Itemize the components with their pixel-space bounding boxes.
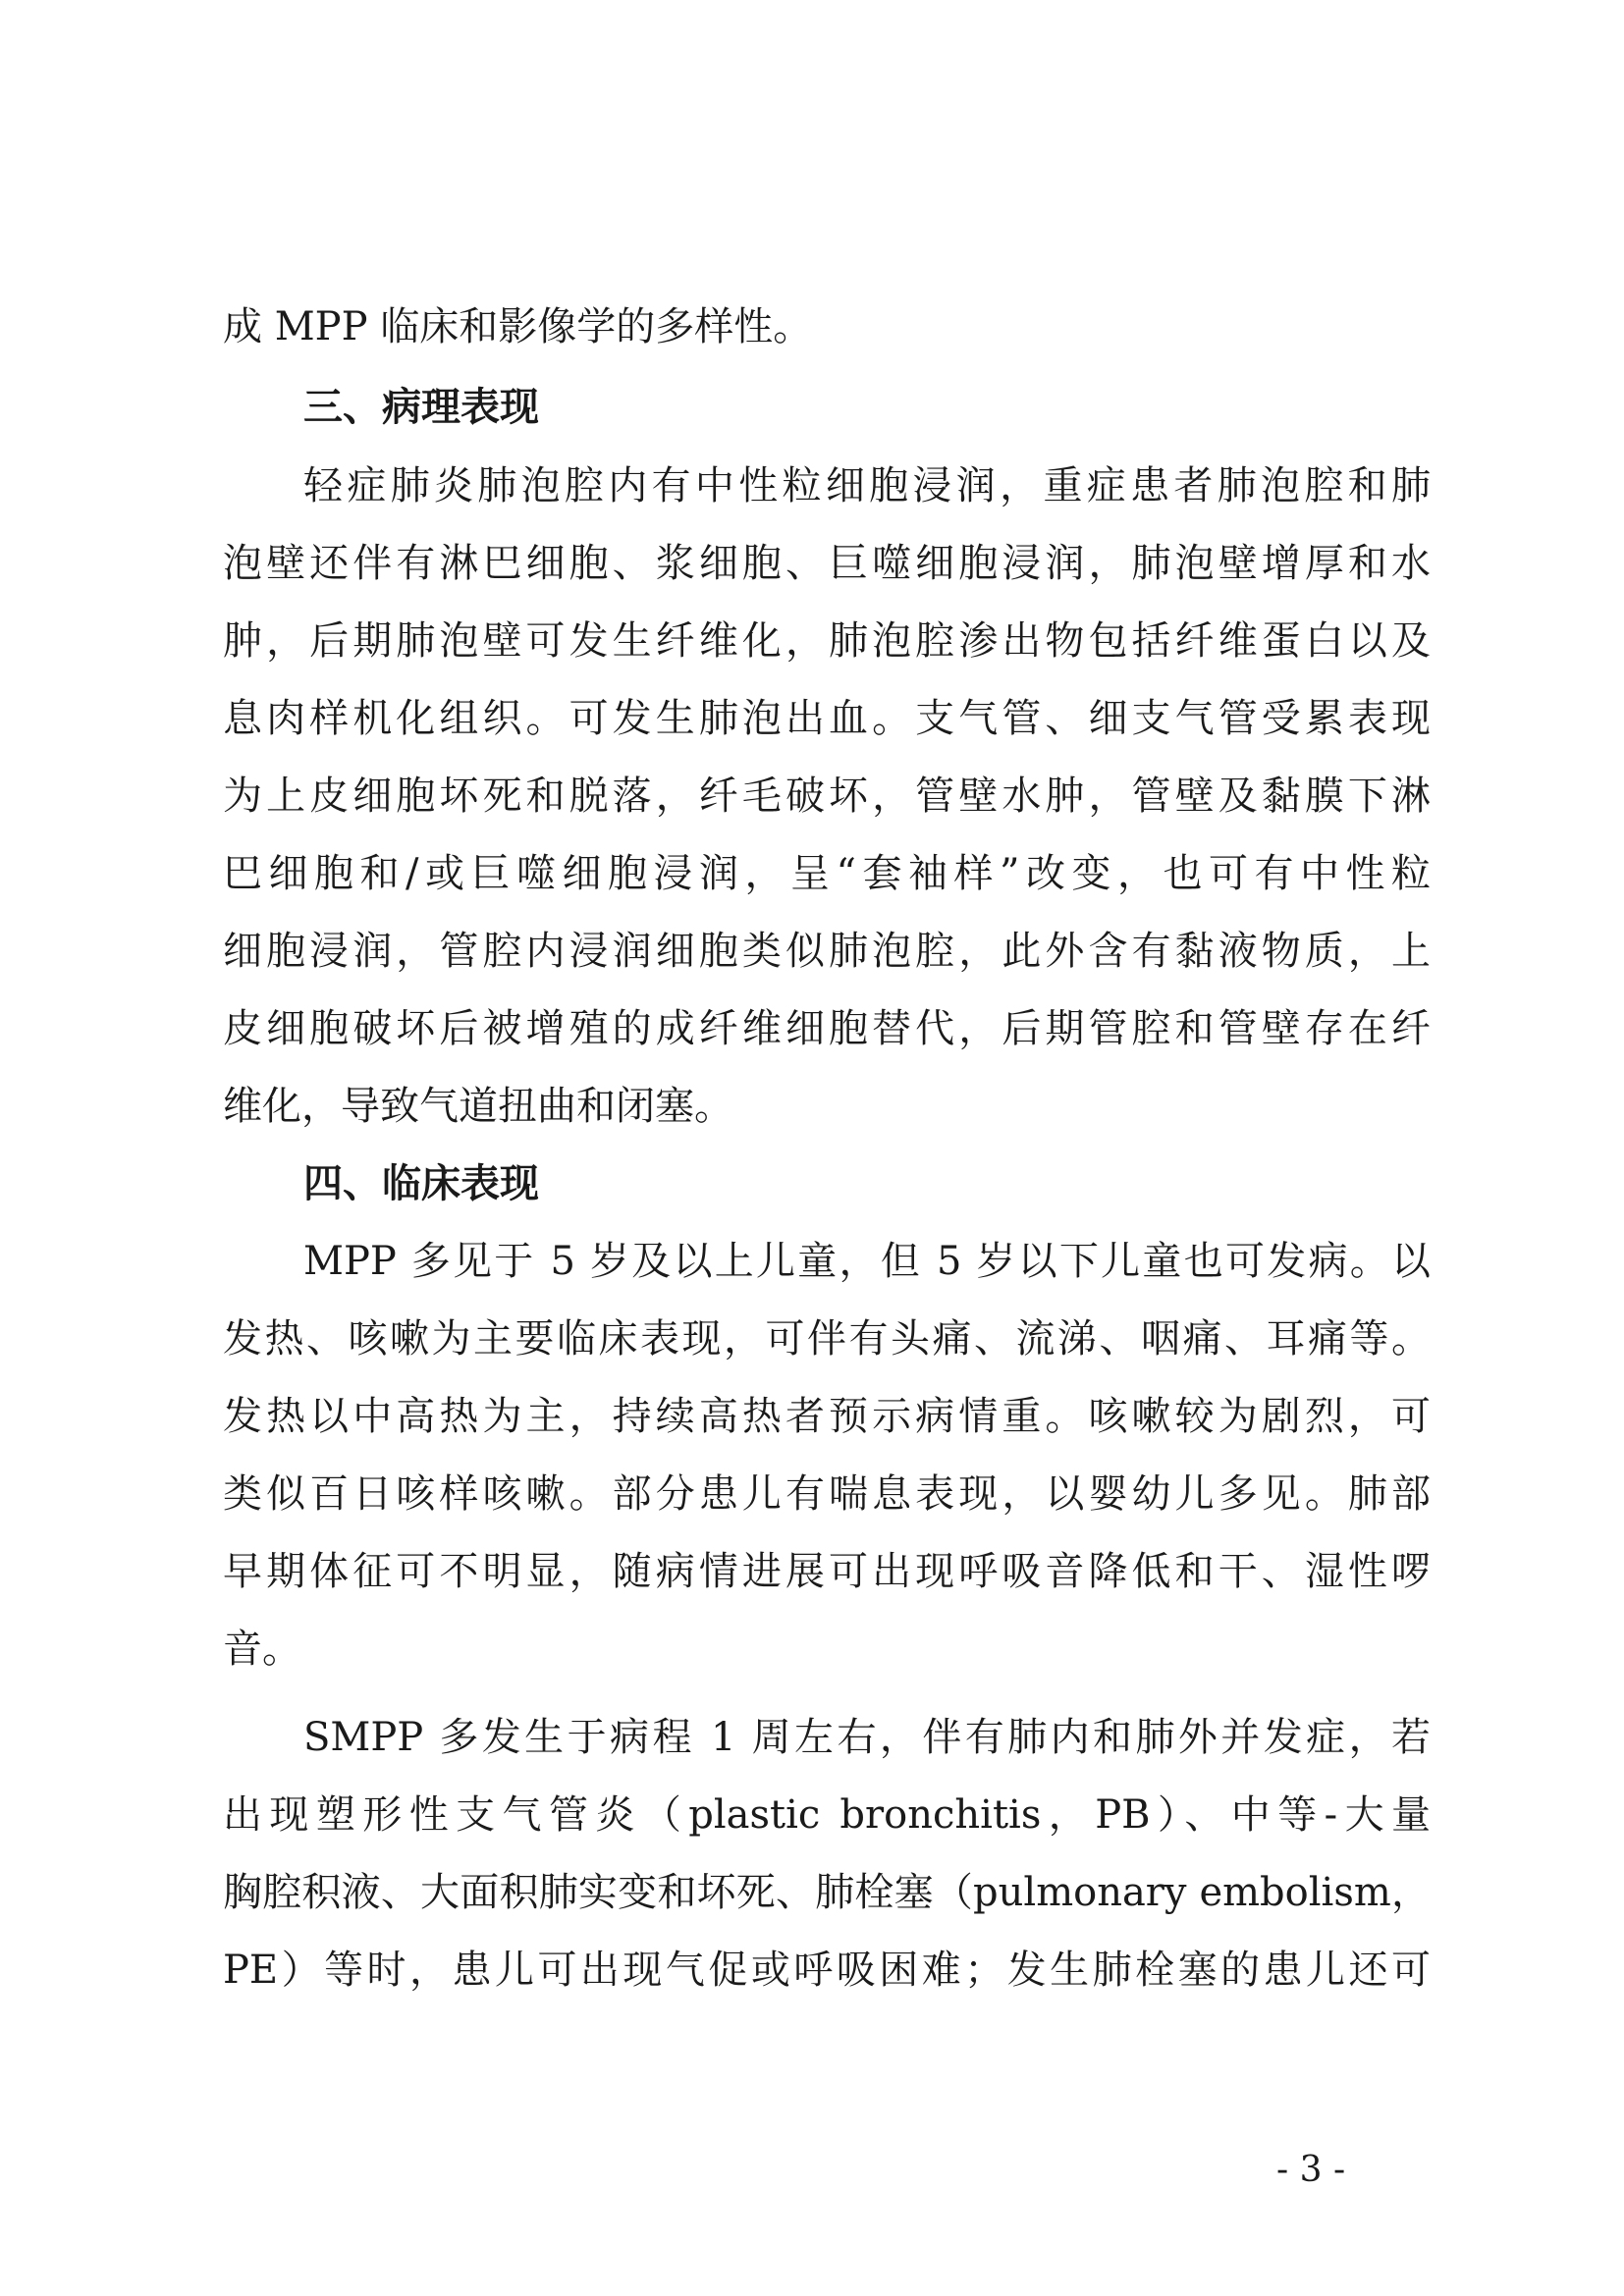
- paragraph-line: 肿，后期肺泡壁可发生纤维化，肺泡腔渗出物包括纤维蛋白以及: [223, 618, 1431, 664]
- paragraph-line: MPP 多见于 5 岁及以上儿童，但 5 岁以下儿童也可发病。以: [303, 1239, 1431, 1284]
- paragraph-line: 泡壁还伴有淋巴细胞、浆细胞、巨噬细胞浸润，肺泡壁增厚和水: [223, 541, 1431, 586]
- paragraph-line: 音。: [223, 1627, 301, 1672]
- paragraph-line: 成 MPP 临床和影像学的多样性。: [223, 304, 813, 349]
- paragraph-line: 为上皮细胞坏死和脱落，纤毛破坏，管壁水肿，管壁及黏膜下淋: [223, 774, 1431, 819]
- paragraph-line: 维化，导致气道扭曲和闭塞。: [223, 1084, 733, 1129]
- section-heading-clinical: 四、临床表现: [303, 1161, 539, 1206]
- paragraph-line: 皮细胞破坏后被增殖的成纤维细胞替代，后期管腔和管壁存在纤: [223, 1006, 1431, 1051]
- paragraph-line: 发热、咳嗽为主要临床表现，可伴有头痛、流涕、咽痛、耳痛等。: [223, 1316, 1431, 1362]
- paragraph-line: 胸腔积液、大面积肺实变和坏死、肺栓塞（pulmonary embolism，: [223, 1870, 1431, 1915]
- paragraph-line: PE）等时，患儿可出现气促或呼吸困难；发生肺栓塞的患儿还可: [223, 1948, 1431, 1993]
- paragraph-line: 类似百日咳样咳嗽。部分患儿有喘息表现，以婴幼儿多见。肺部: [223, 1471, 1431, 1517]
- paragraph-line: 息肉样机化组织。可发生肺泡出血。支气管、细支气管受累表现: [223, 696, 1431, 741]
- document-page: [223, 0, 1431, 2296]
- paragraph-line: 细胞浸润，管腔内浸润细胞类似肺泡腔，此外含有黏液物质，上: [223, 929, 1431, 974]
- paragraph-line: 轻症肺炎肺泡腔内有中性粒细胞浸润，重症患者肺泡腔和肺: [303, 463, 1431, 508]
- paragraph-line: 巴细胞和/或巨噬细胞浸润，呈“套袖样”改变，也可有中性粒: [223, 851, 1431, 896]
- paragraph-line: 早期体征可不明显，随病情进展可出现呼吸音降低和干、湿性啰: [223, 1549, 1431, 1594]
- paragraph-line: 出现塑形性支气管炎（plastic bronchitis，PB）、中等-大量: [223, 1792, 1431, 1838]
- section-heading-pathology: 三、病理表现: [303, 385, 539, 430]
- paragraph-line: 发热以中高热为主，持续高热者预示病情重。咳嗽较为剧烈，可: [223, 1394, 1431, 1439]
- page-number: - 3 -: [1276, 2150, 1346, 2190]
- paragraph-line: SMPP 多发生于病程 1 周左右，伴有肺内和肺外并发症，若: [303, 1715, 1431, 1760]
